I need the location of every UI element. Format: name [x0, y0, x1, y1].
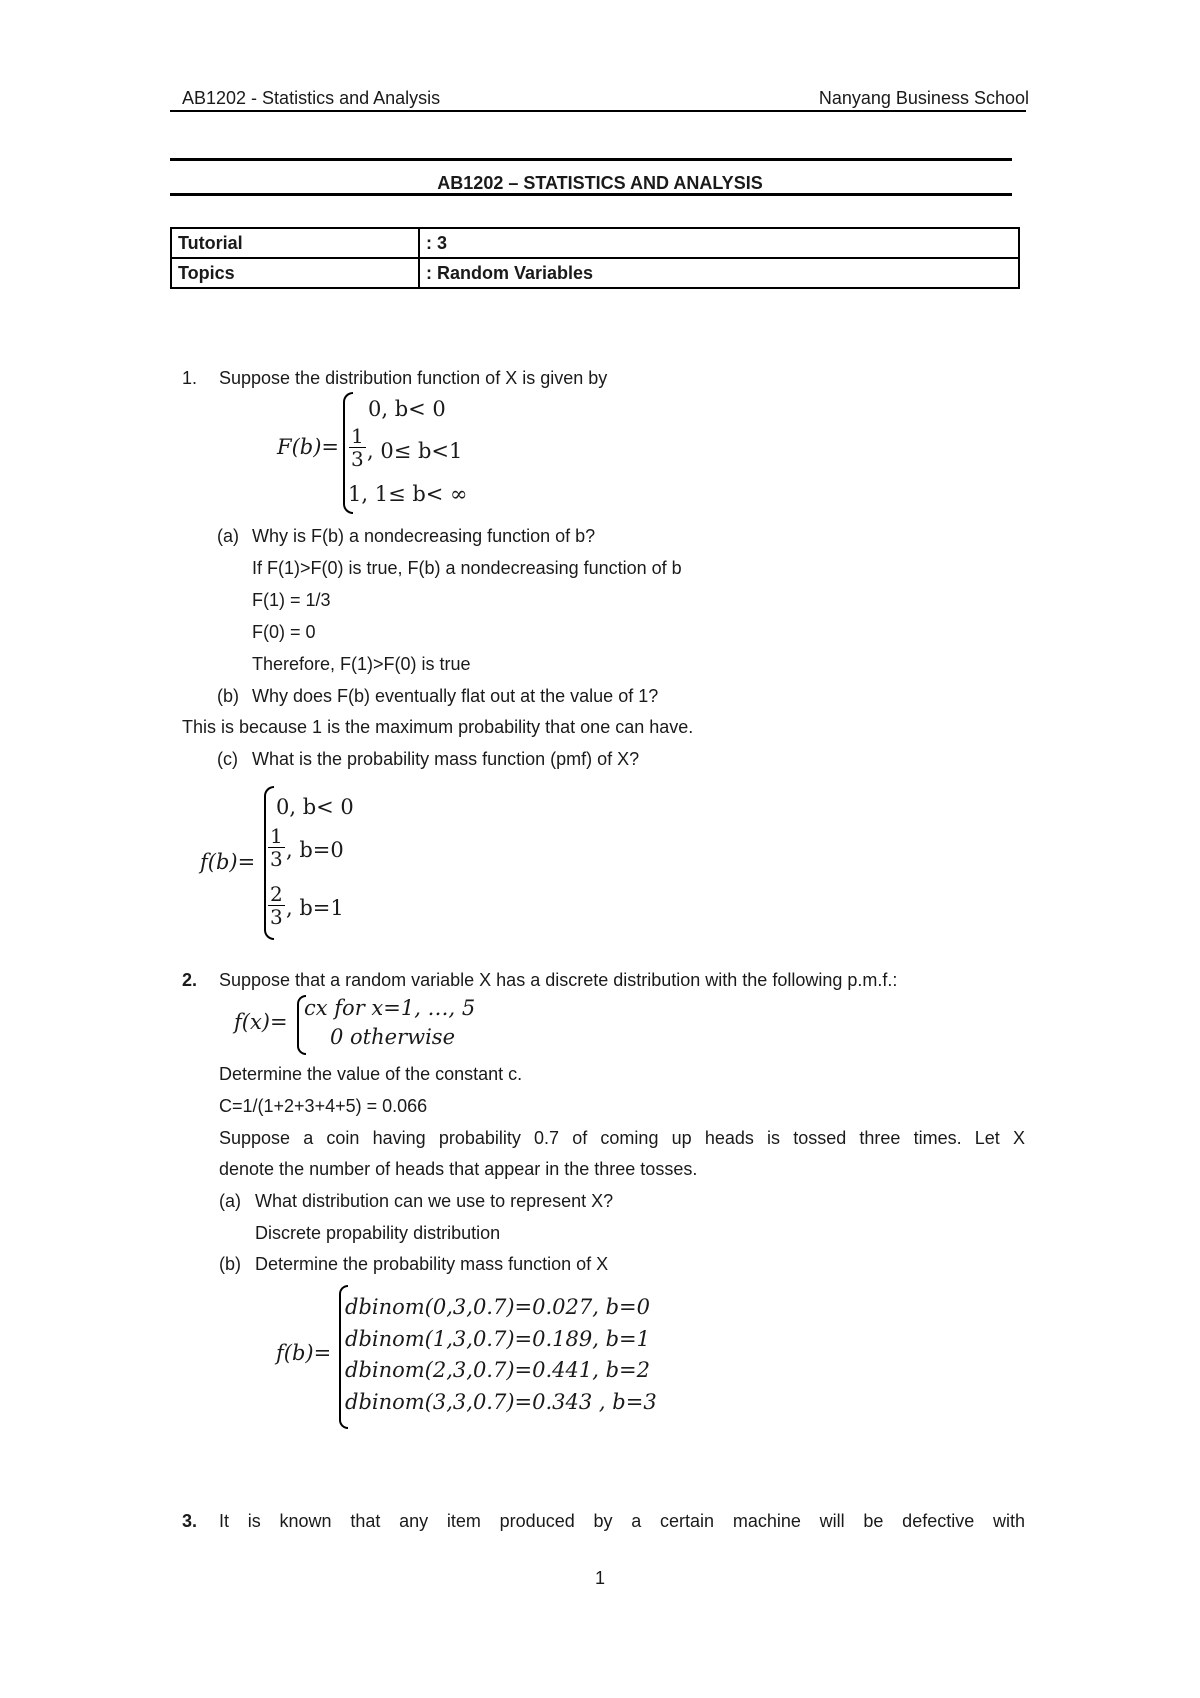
page-number: 1 [594, 1568, 605, 1588]
q1-a-answer-1: If F(1)>F(0) is true, F(b) a nondecreasing function of b [252, 558, 682, 578]
q1-a-label: (a) [217, 526, 239, 546]
q1-number: 1. [182, 368, 198, 388]
q2-pmf-case-0: dbinom(0,3,0.7)=0.027, b=0 [345, 1295, 651, 1319]
q1-f-case2-fraction [268, 825, 285, 870]
q1-a-question: Why is F(b) a nondecreasing function of b? [252, 526, 596, 546]
q1-b-label: (b) [217, 686, 239, 706]
header-school-name: Nanyang Business School [818, 88, 1029, 108]
q2-b-question: Determine the probability mass function of X [255, 1254, 609, 1274]
q2-number: 2. [182, 970, 198, 990]
q2-answer: C=1/(1+2+3+4+5) = 0.066 [219, 1096, 428, 1116]
title-top-rule [170, 158, 1012, 161]
q2-instruction: Determine the value of the constant c. [219, 1064, 523, 1084]
table-value-topics: : Random Variables [426, 262, 594, 283]
q3-text: It is known that any item produced by a certain machine will be defective with [219, 1511, 1025, 1531]
q1-a-answer-2: F(1) = 1/3 [252, 590, 331, 610]
q1-f-case1: 0, b< 0 [276, 795, 354, 819]
header-rule [170, 110, 1026, 112]
q1-f-case2-rest: , b=0 [286, 838, 344, 862]
q1-f-case3-rest: , b=1 [286, 896, 344, 920]
table-value-tutorial: : 3 [419, 228, 1019, 258]
q1-c-label: (c) [217, 749, 238, 769]
q1-f-lhs: f(b)= [200, 850, 256, 874]
q2-b-label: (b) [219, 1254, 241, 1274]
document-title: AB1202 – STATISTICS AND ANALYSIS [437, 173, 763, 193]
q1-c-question: What is the probability mass function (pmf) of X? [252, 749, 640, 769]
q2-pmf-lhs: f(b)= [276, 1341, 332, 1365]
q1-F-case1: 0, b< 0 [368, 397, 446, 421]
table-label-topics: Topics [171, 258, 419, 288]
q2-pmf-case-1: dbinom(1,3,0.7)=0.189, b=1 [345, 1327, 651, 1351]
q3-number: 3. [182, 1511, 198, 1531]
q1-a-answer-4: Therefore, F(1)>F(0) is true [252, 654, 471, 674]
table-row [171, 228, 1019, 258]
q2-f-case2: 0 otherwise [330, 1025, 456, 1049]
q2-prompt: Suppose that a random variable X has a discrete distribution with the following p.m.f.: [219, 970, 898, 990]
q1-F-case2-fraction [349, 425, 366, 470]
q1-F-case2-numerator: 1 [351, 424, 364, 448]
q1-b-answer: This is because 1 is the maximum probability that one can have. [182, 717, 694, 737]
q2-pmf-case-2: dbinom(2,3,0.7)=0.441, b=2 [345, 1358, 651, 1382]
q2-f-lhs: f(x)= [234, 1010, 288, 1034]
title-bottom-rule [170, 193, 1012, 196]
q1-F-case2-denominator: 3 [351, 447, 364, 471]
table-label-tutorial: Tutorial [171, 228, 419, 258]
q1-F-lhs: F(b)= [277, 435, 339, 459]
q2-a-label: (a) [219, 1191, 241, 1211]
q1-f-case3-fraction [268, 883, 285, 928]
table-row [171, 258, 1019, 288]
q1-b-question: Why does F(b) eventually flat out at the value of 1? [252, 686, 659, 706]
q2-a-question: What distribution can we use to represent X? [255, 1191, 614, 1211]
q1-a-answer-3: F(0) = 0 [252, 622, 316, 642]
info-table [170, 227, 1020, 289]
q1-f-case3-denominator: 3 [270, 905, 283, 929]
q2-a-answer: Discrete propability distribution [255, 1223, 501, 1243]
q2-pmf-case-3: dbinom(3,3,0.7)=0.343 , b=3 [345, 1390, 657, 1414]
q1-f-case2-numerator: 1 [270, 824, 283, 848]
q1-prompt: Suppose the distribution function of X is given by [219, 368, 608, 388]
q1-F-case3: 1, 1≤ b< ∞ [348, 482, 468, 506]
q2-f-case1: cx for x=1, …, 5 [304, 996, 476, 1020]
q1-f-case2-denominator: 3 [270, 847, 283, 871]
header-course-title: AB1202 - Statistics and Analysis [182, 88, 441, 108]
q2-coin-text-line2: denote the number of heads that appear in the three tosses. [219, 1159, 698, 1179]
q1-F-case2-rest: , 0≤ b<1 [367, 439, 463, 463]
q1-f-case3-numerator: 2 [270, 882, 283, 906]
q2-coin-text-line1: Suppose a coin having probability 0.7 of coming up heads is tossed three times. Let X [219, 1128, 1025, 1148]
